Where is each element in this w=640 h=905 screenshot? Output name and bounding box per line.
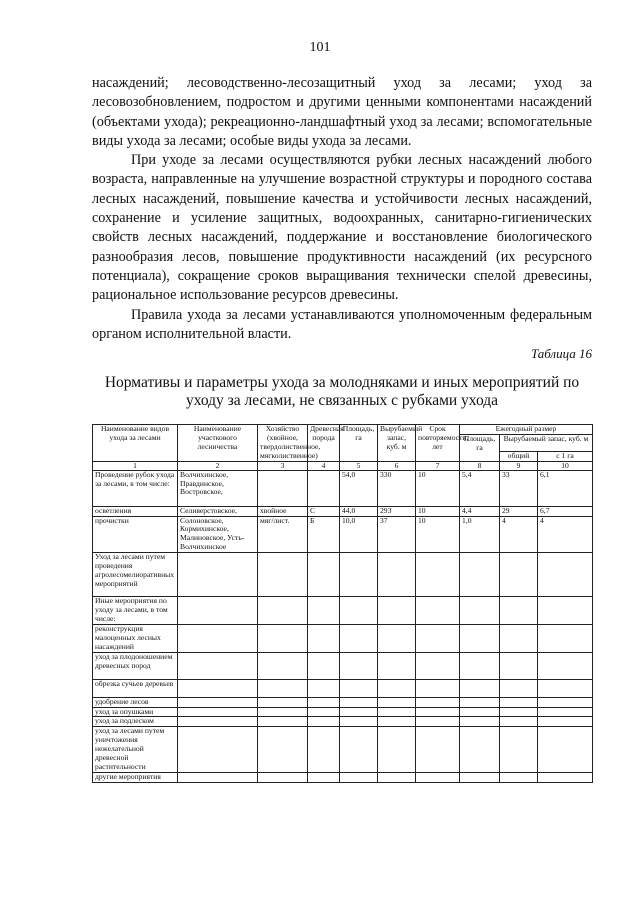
cell-period bbox=[416, 624, 460, 652]
cell-stock bbox=[378, 597, 416, 625]
cell-area bbox=[340, 553, 378, 597]
cell-annual-per-ha: 4 bbox=[538, 516, 593, 553]
cell-annual-area bbox=[460, 717, 500, 727]
cell-area bbox=[340, 679, 378, 697]
cell-area bbox=[340, 624, 378, 652]
header-annual-stock: Вырубаемый запас, куб. м bbox=[500, 434, 593, 451]
cell-type: уход за плодоношением древесных пород bbox=[93, 652, 178, 679]
cell-period bbox=[416, 652, 460, 679]
cell-period bbox=[416, 553, 460, 597]
cell-forestry bbox=[178, 597, 258, 625]
cell-stock bbox=[378, 707, 416, 717]
cell-annual-area: 1,0 bbox=[460, 516, 500, 553]
cell-area bbox=[340, 597, 378, 625]
cell-annual-total bbox=[500, 717, 538, 727]
cell-farm bbox=[258, 727, 308, 773]
column-number: 4 bbox=[308, 461, 340, 470]
cell-annual-area bbox=[460, 624, 500, 652]
cell-farm bbox=[258, 679, 308, 697]
cell-period bbox=[416, 727, 460, 773]
cell-annual-per-ha bbox=[538, 697, 593, 707]
cell-forestry: Волчихинское, Правдинское, Востровское, bbox=[178, 470, 258, 506]
table-row bbox=[93, 697, 593, 707]
body-text bbox=[92, 74, 592, 344]
cell-stock bbox=[378, 553, 416, 597]
cell-annual-per-ha bbox=[538, 652, 593, 679]
cell-annual-area bbox=[460, 597, 500, 625]
cell-species bbox=[308, 697, 340, 707]
header-forestry: Наименование участкового лесничества bbox=[178, 425, 258, 462]
table-row bbox=[93, 727, 593, 773]
cell-annual-per-ha bbox=[538, 727, 593, 773]
cell-type: уход за подлеском bbox=[93, 717, 178, 727]
cell-annual-area bbox=[460, 707, 500, 717]
cell-forestry bbox=[178, 652, 258, 679]
cell-type: уход за опушками bbox=[93, 707, 178, 717]
cell-forestry bbox=[178, 727, 258, 773]
cell-annual-total bbox=[500, 707, 538, 717]
cell-forestry bbox=[178, 553, 258, 597]
cell-annual-per-ha bbox=[538, 772, 593, 782]
table-row bbox=[93, 516, 593, 553]
cell-type: Иные мероприятия по уходу за лесами, в том числе: bbox=[93, 597, 178, 625]
cell-area bbox=[340, 652, 378, 679]
table-row bbox=[93, 506, 593, 516]
cell-period bbox=[416, 717, 460, 727]
cell-farm bbox=[258, 772, 308, 782]
cell-farm bbox=[258, 652, 308, 679]
page-number: 101 bbox=[309, 40, 331, 55]
paragraph-1: насаждений; лесоводственно-лесозащитный уход за лесами; уход за лесовозобновлением, подростом и другими ценными компонентами насаждений (объектами ухода); рекреационно-ландшафтный уход за лесами; вспомогательные виды ухода за лесами; особые виды ухода за лесами. bbox=[92, 75, 592, 149]
cell-type: реконструкция малоценных лесных насаждений bbox=[93, 624, 178, 652]
cell-annual-total bbox=[500, 553, 538, 597]
cell-species bbox=[308, 652, 340, 679]
cell-area: 44,0 bbox=[340, 506, 378, 516]
cell-period bbox=[416, 679, 460, 697]
cell-farm bbox=[258, 624, 308, 652]
cell-type: удобрение лесов bbox=[93, 697, 178, 707]
cell-annual-area: 5,4 bbox=[460, 470, 500, 506]
paragraph-3: Правила ухода за лесами устанавливаются уполномоченным федеральным органом исполнительной власти. bbox=[92, 306, 592, 342]
column-number: 5 bbox=[340, 461, 378, 470]
cell-area bbox=[340, 707, 378, 717]
table-row bbox=[93, 707, 593, 717]
column-number: 9 bbox=[500, 461, 538, 470]
cell-annual-total: 4 bbox=[500, 516, 538, 553]
cell-annual-total: 29 bbox=[500, 506, 538, 516]
cell-area: 54,0 bbox=[340, 470, 378, 506]
cell-species bbox=[308, 597, 340, 625]
cell-annual-area bbox=[460, 553, 500, 597]
cell-type: осветления bbox=[93, 506, 178, 516]
table-row bbox=[93, 652, 593, 679]
cell-stock bbox=[378, 717, 416, 727]
cell-annual-area: 4,4 bbox=[460, 506, 500, 516]
header-farm: Хозяйство (хвойное, твердолиственное, мягколиственное) bbox=[258, 425, 308, 462]
cell-annual-total bbox=[500, 597, 538, 625]
table-row bbox=[93, 470, 593, 506]
column-number: 1 bbox=[93, 461, 178, 470]
cell-area bbox=[340, 717, 378, 727]
norms-table bbox=[92, 424, 593, 783]
table-caption: Таблица 16 bbox=[530, 346, 592, 361]
cell-annual-per-ha bbox=[538, 597, 593, 625]
cell-annual-total bbox=[500, 679, 538, 697]
column-number: 10 bbox=[538, 461, 593, 470]
cell-stock bbox=[378, 697, 416, 707]
cell-farm bbox=[258, 597, 308, 625]
cell-area bbox=[340, 772, 378, 782]
header-annual-area: Площадь, га bbox=[460, 434, 500, 461]
cell-forestry bbox=[178, 624, 258, 652]
cell-annual-area bbox=[460, 772, 500, 782]
cell-annual-per-ha bbox=[538, 679, 593, 697]
cell-period: 10 bbox=[416, 516, 460, 553]
cell-annual-total bbox=[500, 624, 538, 652]
cell-stock: 293 bbox=[378, 506, 416, 516]
cell-farm bbox=[258, 470, 308, 506]
cell-period: 10 bbox=[416, 506, 460, 516]
cell-forestry bbox=[178, 697, 258, 707]
table-row bbox=[93, 772, 593, 782]
cell-period bbox=[416, 697, 460, 707]
cell-annual-area bbox=[460, 727, 500, 773]
cell-period bbox=[416, 772, 460, 782]
cell-species bbox=[308, 727, 340, 773]
header-annual-total: общий bbox=[500, 451, 538, 461]
cell-period bbox=[416, 707, 460, 717]
column-number: 2 bbox=[178, 461, 258, 470]
cell-species bbox=[308, 624, 340, 652]
header-annual-per-ha: с 1 га bbox=[538, 451, 593, 461]
cell-farm bbox=[258, 707, 308, 717]
cell-type: Уход за лесами путем проведения агролесомелиоративных мероприятий bbox=[93, 553, 178, 597]
cell-annual-total bbox=[500, 772, 538, 782]
cell-forestry bbox=[178, 717, 258, 727]
header-annual: Ежегодный размер bbox=[460, 425, 593, 435]
header-area: Площадь, га bbox=[340, 425, 378, 462]
cell-type: прочистки bbox=[93, 516, 178, 553]
header-stock: Вырубаемый запас, куб. м bbox=[378, 425, 416, 462]
cell-species bbox=[308, 717, 340, 727]
cell-period bbox=[416, 597, 460, 625]
cell-stock bbox=[378, 679, 416, 697]
cell-annual-per-ha bbox=[538, 717, 593, 727]
cell-period: 10 bbox=[416, 470, 460, 506]
cell-forestry bbox=[178, 707, 258, 717]
cell-species bbox=[308, 772, 340, 782]
column-number: 3 bbox=[258, 461, 308, 470]
cell-stock bbox=[378, 772, 416, 782]
cell-species: Б bbox=[308, 516, 340, 553]
cell-type: другие мероприятия bbox=[93, 772, 178, 782]
cell-stock: 330 bbox=[378, 470, 416, 506]
cell-forestry bbox=[178, 679, 258, 697]
column-number: 8 bbox=[460, 461, 500, 470]
cell-farm bbox=[258, 717, 308, 727]
cell-species: С bbox=[308, 506, 340, 516]
cell-forestry bbox=[178, 772, 258, 782]
column-number: 6 bbox=[378, 461, 416, 470]
table-row bbox=[93, 597, 593, 625]
cell-annual-area bbox=[460, 679, 500, 697]
cell-species bbox=[308, 553, 340, 597]
cell-type: Проведение рубок ухода за лесами, в том числе: bbox=[93, 470, 178, 506]
cell-area bbox=[340, 697, 378, 707]
cell-species bbox=[308, 470, 340, 506]
cell-stock: 37 bbox=[378, 516, 416, 553]
cell-annual-per-ha bbox=[538, 553, 593, 597]
table-body bbox=[93, 470, 593, 782]
paragraph-2: При уходе за лесами осуществляются рубки лесных насаждений любого возраста, направленные на улучшение возрастной структуры и породного состава лесных насаждений, повышение качества и устойчивости лесных насаждений, сохранение и усиление защитных, водоохранных, санитарно-гигиенических свойств лесных насаждений, поддержание и восстановление биологического разнообразия лесов, повышение продуктивности насаждений (их ресурсного потенциала), сокращение сроков выращивания технически спелой древесины, рациональное использование ресурсов древесины. bbox=[92, 152, 592, 304]
header-period: Срок повторяемости, лет bbox=[416, 425, 460, 462]
cell-stock bbox=[378, 624, 416, 652]
cell-forestry: Селиверстовское, bbox=[178, 506, 258, 516]
cell-annual-total bbox=[500, 727, 538, 773]
table-row bbox=[93, 679, 593, 697]
table-row bbox=[93, 553, 593, 597]
header-species: Древесная порода bbox=[308, 425, 340, 462]
cell-annual-total bbox=[500, 697, 538, 707]
cell-annual-per-ha bbox=[538, 624, 593, 652]
cell-forestry: Солоновское, Кормихинское, Малиновское, Усть-Волчихинское bbox=[178, 516, 258, 553]
cell-annual-area bbox=[460, 697, 500, 707]
header-type: Наименование видов ухода за лесами bbox=[93, 425, 178, 462]
cell-stock bbox=[378, 652, 416, 679]
table-title: Нормативы и параметры ухода за молодняками и иных мероприятий по уходу за лесами, не связанных с рубками ухода bbox=[104, 374, 580, 409]
cell-annual-total bbox=[500, 652, 538, 679]
cell-type: обрезка сучьев деревьев bbox=[93, 679, 178, 697]
cell-area: 10,0 bbox=[340, 516, 378, 553]
table-row bbox=[93, 624, 593, 652]
cell-annual-per-ha: 6,1 bbox=[538, 470, 593, 506]
cell-stock bbox=[378, 727, 416, 773]
cell-annual-total: 33 bbox=[500, 470, 538, 506]
cell-area bbox=[340, 727, 378, 773]
cell-annual-per-ha: 6,7 bbox=[538, 506, 593, 516]
cell-type: уход за лесами путем уничтожения нежелательной древесной растительности bbox=[93, 727, 178, 773]
cell-farm: мяг/лист. bbox=[258, 516, 308, 553]
cell-farm bbox=[258, 553, 308, 597]
cell-annual-per-ha bbox=[538, 707, 593, 717]
cell-farm bbox=[258, 697, 308, 707]
cell-species bbox=[308, 679, 340, 697]
cell-annual-area bbox=[460, 652, 500, 679]
cell-farm: хвойное bbox=[258, 506, 308, 516]
column-number-row bbox=[93, 461, 593, 470]
cell-species bbox=[308, 707, 340, 717]
column-number: 7 bbox=[416, 461, 460, 470]
table-row bbox=[93, 717, 593, 727]
